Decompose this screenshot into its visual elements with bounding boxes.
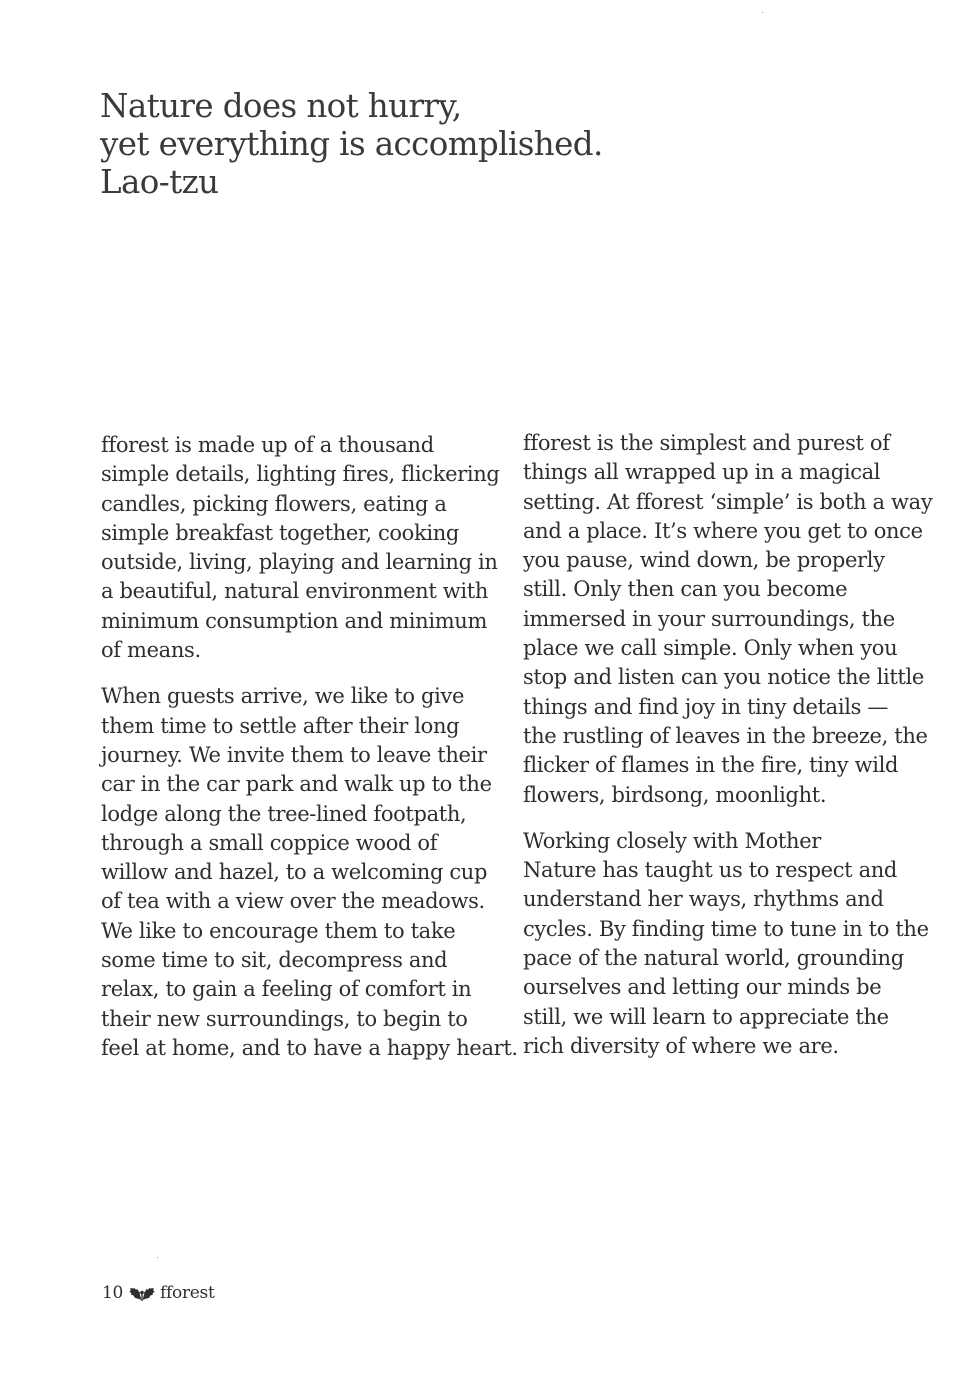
text-line: journey. We invite them to leave their	[101, 742, 487, 767]
text-line: them time to settle after their long	[101, 713, 460, 738]
paragraph	[101, 682, 518, 1063]
text-line: some time to sit, decompress and	[101, 948, 448, 973]
text-line: of tea with a view over the meadows.	[101, 889, 485, 914]
text-line: a beautiful, natural environment with	[101, 579, 489, 604]
text-line: place we call simple. Only when you	[523, 636, 898, 661]
oak-leaves-icon	[126, 1283, 158, 1303]
text-line: feel at home, and to have a happy heart.	[101, 1035, 518, 1060]
text-line: still, we will learn to appreciate the	[523, 1004, 889, 1029]
text-line: minimum consumption and minimum	[101, 608, 488, 633]
right-text-column	[523, 429, 933, 1078]
text-line: outside, living, playing and learning in	[101, 550, 498, 575]
text-line: We like to encourage them to take	[101, 918, 456, 943]
text-line: Working closely with Mother	[523, 828, 821, 853]
text-line: flowers, birdsong, moonlight.	[523, 782, 827, 807]
text-line: things and find joy in tiny details —	[523, 694, 888, 719]
text-line: simple details, lighting fires, flickering	[101, 462, 500, 487]
paragraph	[523, 429, 933, 810]
text-line: cycles. By finding time to tune in to the	[523, 916, 929, 941]
text-line: through a small coppice wood of	[101, 830, 438, 855]
text-line: When guests arrive, we like to give	[101, 684, 465, 709]
text-line: setting. At fforest ‘simple’ is both a way	[523, 489, 933, 514]
text-line: fforest is made up of a thousand	[101, 433, 434, 457]
page-number: 10	[102, 1283, 124, 1303]
text-line: willow and hazel, to a welcoming cup	[101, 860, 488, 885]
text-line: still. Only then can you become	[523, 577, 848, 602]
text-line: pace of the natural world, grounding	[523, 946, 904, 971]
text-line: of means.	[101, 638, 201, 663]
quote-attribution: Lao-tzu	[100, 163, 219, 201]
text-line: car in the car park and walk up to the	[101, 772, 492, 797]
paragraph	[523, 827, 933, 1061]
text-line: the rustling of leaves in the breeze, the	[523, 723, 928, 748]
text-line: rich diversity of where we are.	[523, 1033, 839, 1058]
text-line: you pause, wind down, be properly	[523, 548, 885, 573]
text-line: their new surroundings, to begin to	[101, 1006, 468, 1031]
page-footer	[102, 1281, 215, 1305]
text-line: understand her ways, rhythms and	[523, 887, 884, 912]
text-line: flicker of flames in the fire, tiny wild	[523, 753, 899, 778]
text-line: ourselves and letting our minds be	[523, 975, 882, 1000]
quote-line: yet everything is accomplished.	[100, 125, 603, 163]
paragraph	[101, 431, 511, 665]
text-line: things all wrapped up in a magical	[523, 460, 881, 485]
left-text-column	[101, 431, 518, 1080]
quote-line: Nature does not hurry,	[100, 87, 462, 125]
paper-speck	[157, 1257, 158, 1258]
text-line: relax, to gain a feeling of comfort in	[101, 977, 472, 1002]
text-line: immersed in your surroundings, the	[523, 606, 895, 631]
text-line: simple breakfast together, cooking	[101, 520, 459, 545]
text-line: stop and listen can you notice the little	[523, 665, 924, 690]
text-line: lodge along the tree-lined footpath,	[101, 801, 467, 826]
text-line: Nature has taught us to respect and	[523, 858, 898, 883]
brand-name: fforest	[160, 1283, 215, 1303]
text-line: candles, picking flowers, eating a	[101, 491, 447, 516]
text-line: fforest is the simplest and purest of	[523, 431, 890, 455]
paper-speck	[762, 12, 763, 13]
epigraph-quote	[100, 87, 860, 201]
text-line: and a place. It’s where you get to once	[523, 518, 923, 543]
